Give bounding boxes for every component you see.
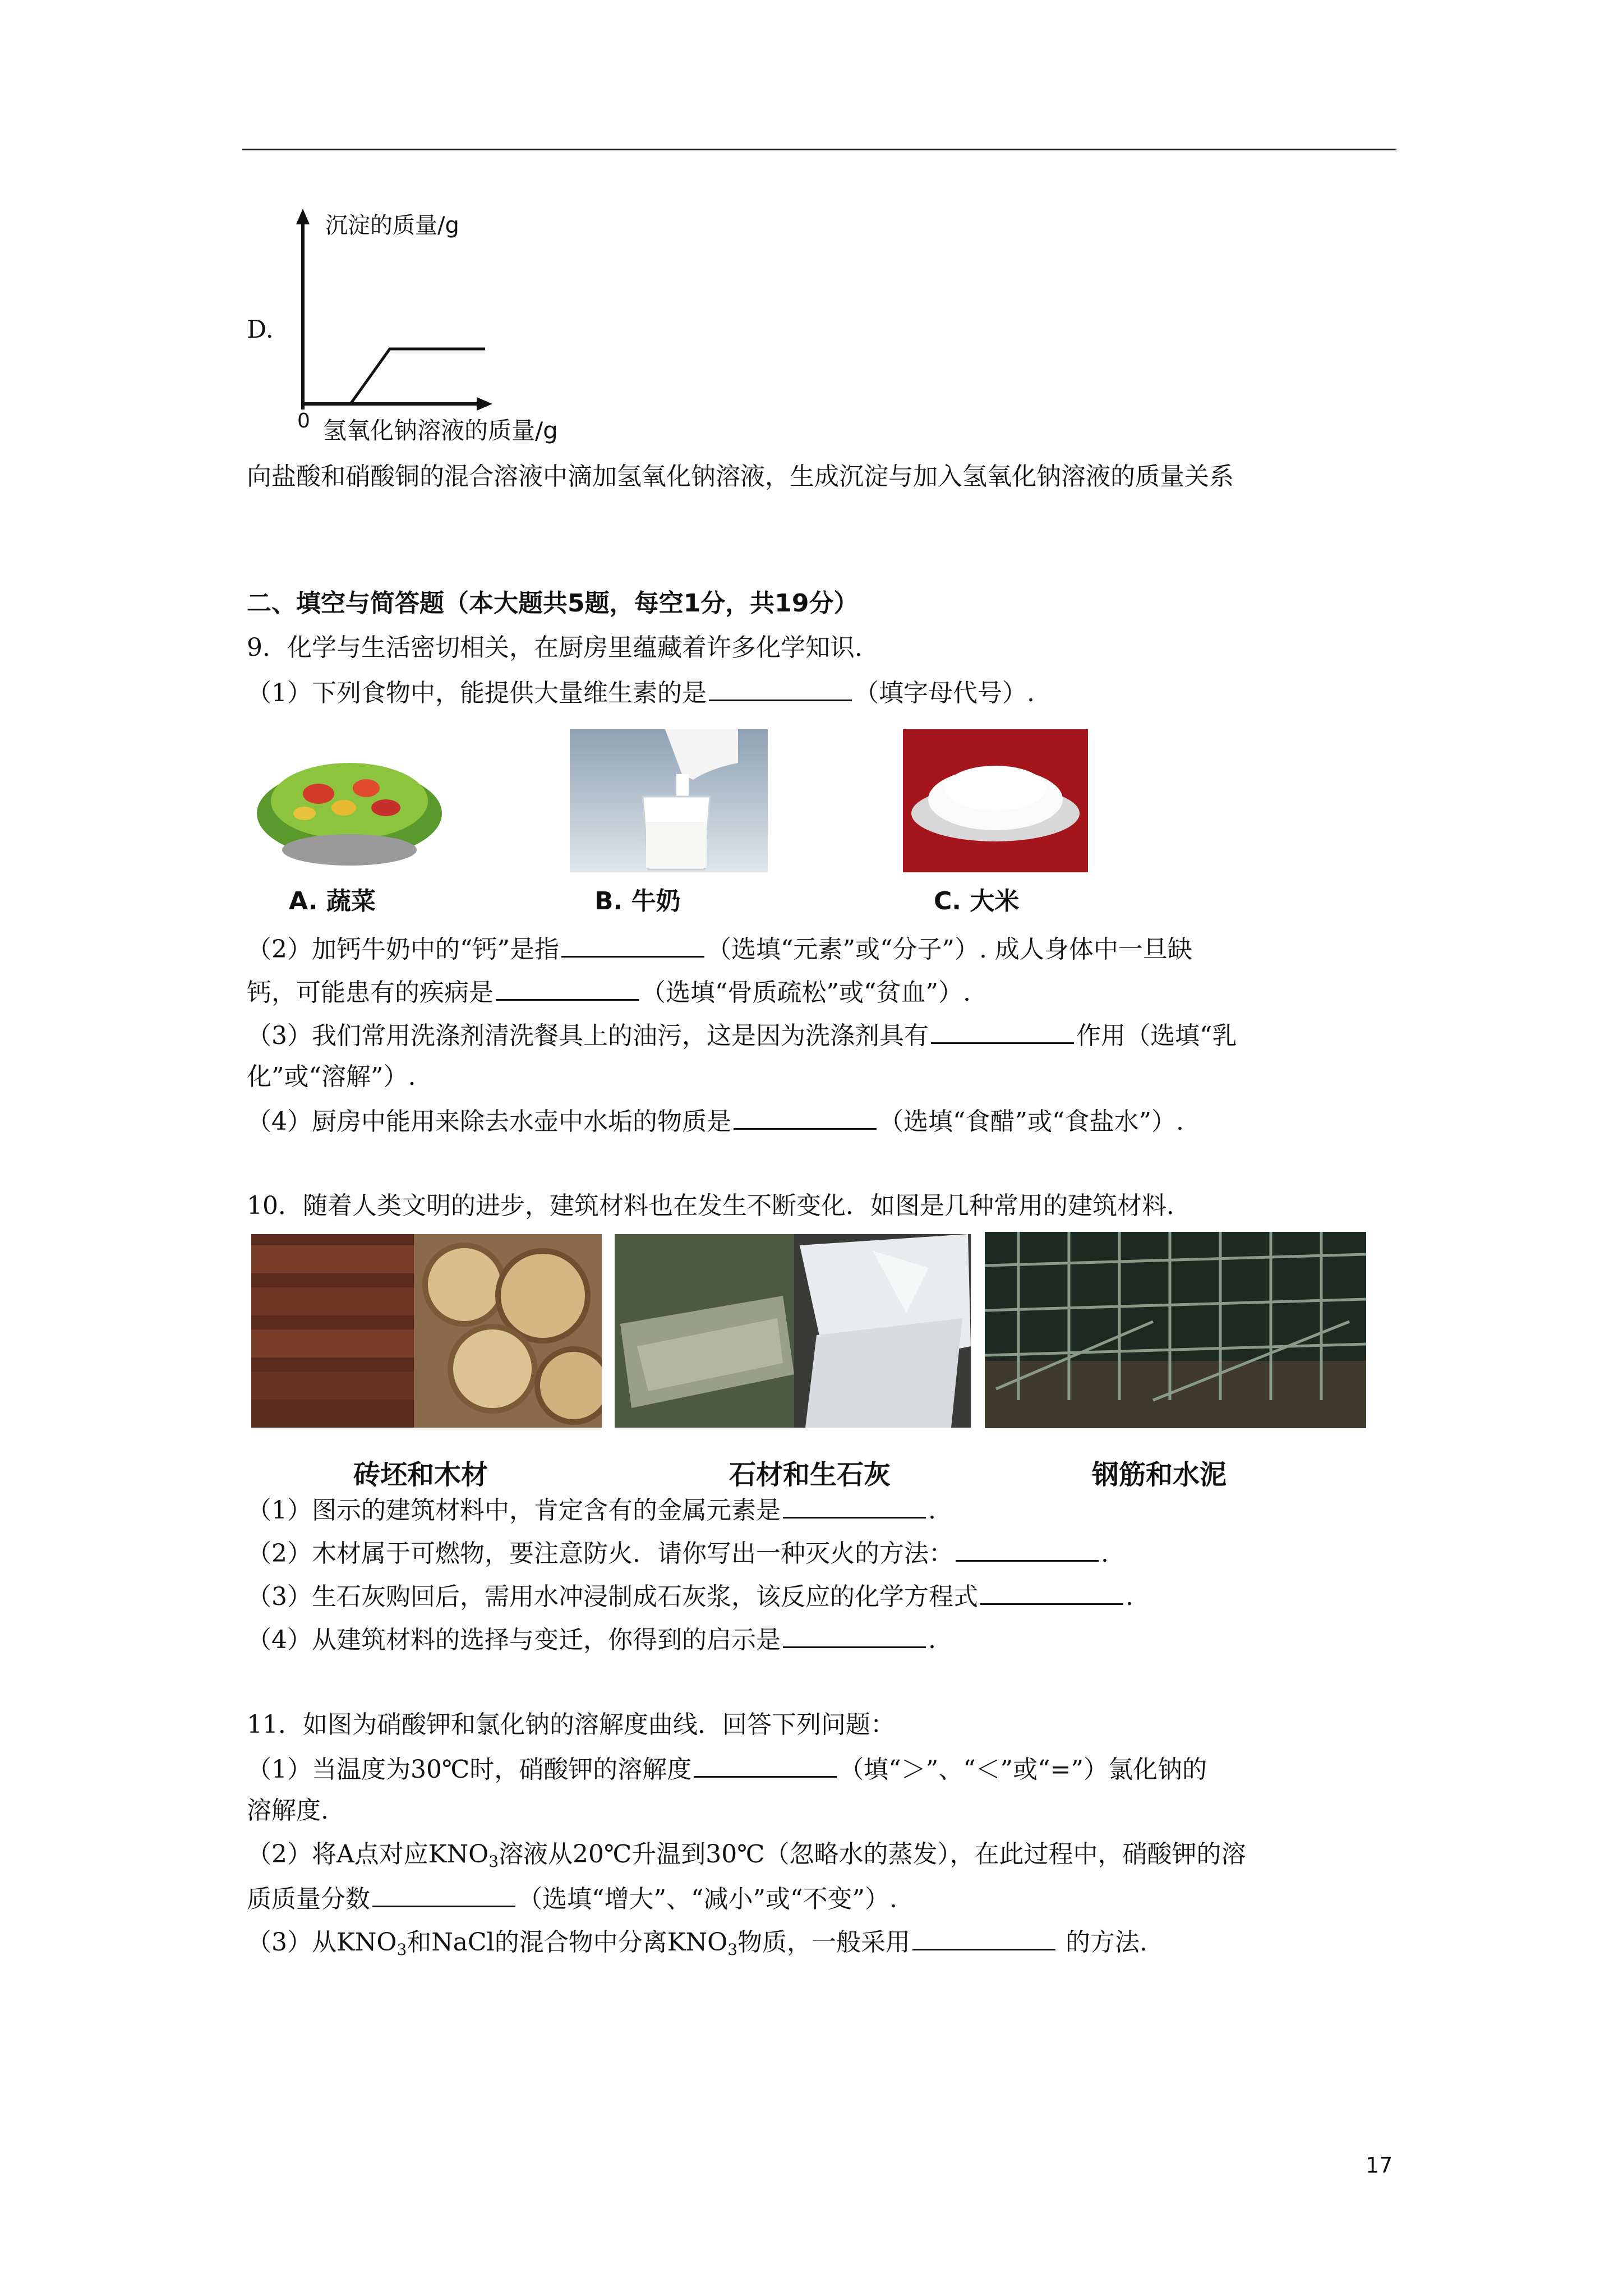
y-axis-arrow (296, 209, 310, 224)
q11-p2-sub: 3 (488, 1852, 499, 1871)
q9-p2-blank1[interactable] (561, 931, 704, 958)
q10-p1-text: （1）图示的建筑材料中，肯定含有的金属元素是 (247, 1496, 781, 1525)
q10-part2 (247, 1535, 1109, 1571)
q10-p4-text: （4）从建筑材料的选择与变迁，你得到的启示是 (247, 1626, 781, 1654)
header-rule (242, 149, 1396, 150)
q10-stem: 10．随着人类文明的进步，建筑材料也在发生不断变化．如图是几种常用的建筑材料． (247, 1191, 1191, 1220)
q10-p2-blank[interactable] (956, 1535, 1099, 1562)
x-axis-label: 氢氧化钠溶液的质量/g (323, 417, 558, 444)
material-caption-2: 石材和生石灰 (729, 1459, 891, 1490)
q11-p2-text-a: （2）将A点对应KNO (247, 1840, 489, 1869)
section-title: 二、填空与简答题（本大题共5题，每空1分，共19分） (247, 589, 859, 618)
q11-p1-tail: （填“＞”、“＜”或“=”）氯化钠的 (839, 1755, 1207, 1784)
q9-p3-text: （3）我们常用洗涤剂清洗餐具上的油污，这是因为洗涤剂具有 (247, 1022, 929, 1050)
q9-p4-tail: （选填“食醋”或“食盐水”）. (879, 1107, 1184, 1136)
q9-part2-line2 (247, 974, 971, 1010)
q11-p2-text2: 质质量分数 (247, 1885, 370, 1913)
material-caption-3: 钢筋和水泥 (1092, 1459, 1227, 1490)
vegetable-salad-image (251, 729, 448, 872)
q9-p3-blank[interactable] (931, 1018, 1074, 1044)
q11-p2-tail: （选填“增大”、“减小”或“不变”）. (518, 1885, 897, 1913)
q10-p3-tail: . (1126, 1582, 1133, 1611)
q10-p1-blank[interactable] (783, 1492, 926, 1519)
x-axis-arrow (477, 397, 492, 411)
q9-p3-tail: 作用（选填“乳 (1076, 1022, 1237, 1050)
q10-p2-tail: . (1101, 1539, 1109, 1568)
option-d-label: D. (247, 315, 274, 344)
milk-image (570, 729, 768, 872)
q11-p3-tail: 的方法. (1058, 1928, 1147, 1957)
q11-p3-text-a: （3）从KNO (247, 1928, 397, 1957)
q11-part1-line2: 溶解度. (247, 1796, 329, 1825)
q11-p3-text-c: 物质，一般采用 (737, 1928, 911, 1957)
material-caption-1: 砖坯和木材 (353, 1459, 488, 1490)
q9-part3-line1 (247, 1018, 1237, 1053)
q9-part2-line1 (247, 931, 1192, 967)
graph-caption: 向盐酸和硝酸铜的混合溶液中滴加氢氧化钠溶液，生成沉淀与加入氢氧化钠溶液的质量关系 (247, 462, 1234, 491)
q11-p3-blank[interactable] (912, 1924, 1055, 1950)
q9-p2-text: （2）加钙牛奶中的“钙”是指 (247, 935, 559, 964)
food-caption-a: A. 蔬菜 (289, 887, 376, 915)
food-caption-c: C. 大米 (934, 887, 1020, 915)
y-axis-label: 沉淀的质量/g (325, 213, 459, 238)
q9-p2-tail2: （选填“骨质疏松”或“贫血”）. (641, 978, 971, 1007)
q10-part3 (247, 1579, 1133, 1614)
q11-part3 (247, 1924, 1147, 1967)
q11-stem: 11．如图为硝酸钾和氯化钠的溶解度曲线．回答下列问题： (247, 1710, 895, 1739)
q9-p2-text2: 钙，可能患有的疾病是 (247, 978, 494, 1007)
q11-p3-sub1: 3 (396, 1940, 407, 1959)
food-caption-b: B. 牛奶 (594, 887, 681, 915)
q9-p2-blank2[interactable] (496, 974, 639, 1001)
q10-p4-tail: . (928, 1626, 936, 1654)
precipitate-curve (351, 349, 485, 404)
q10-p3-blank[interactable] (980, 1579, 1123, 1605)
q9-part4 (247, 1103, 1184, 1139)
q10-part1 (247, 1492, 936, 1527)
q10-p4-blank[interactable] (783, 1622, 926, 1648)
q9-part3-line2: 化”或“溶解”）. (247, 1062, 416, 1091)
q9-p4-blank[interactable] (734, 1103, 877, 1130)
q10-p1-tail: . (928, 1496, 936, 1525)
q11-p2-text-b: 溶液从20℃升温到30℃（忽略水的蒸发），在此过程中，硝酸钾的溶 (499, 1840, 1246, 1869)
stone-lime-image (615, 1234, 971, 1428)
q9-stem: 9．化学与生活密切相关，在厨房里蕴藏着许多化学知识． (247, 633, 879, 662)
q11-p3-text-b: 和NaCl的混合物中分离KNO (407, 1928, 728, 1957)
rice-image (903, 729, 1088, 872)
q9-p4-text: （4）厨房中能用来除去水壶中水垢的物质是 (247, 1107, 731, 1136)
q10-p3-text: （3）生石灰购回后，需用水冲浸制成石灰浆，该反应的化学方程式 (247, 1582, 978, 1611)
rebar-cement-image (985, 1232, 1366, 1428)
origin-label: 0 (297, 409, 310, 432)
q9-p1-tail: （填字母代号）. (854, 679, 1035, 707)
q10-p2-text: （2）木材属于可燃物，要注意防火．请你写出一种灭火的方法： (247, 1539, 953, 1568)
q10-part4 (247, 1622, 936, 1657)
q11-part2-line1 (247, 1838, 1246, 1879)
q11-p3-sub2: 3 (727, 1940, 738, 1959)
q9-part1 (247, 675, 1035, 710)
q11-p2-blank[interactable] (372, 1881, 515, 1907)
bricks-wood-image (251, 1234, 602, 1428)
q9-p2-tail: （选填“元素”或“分子”）. 成人身体中一旦缺 (706, 935, 1192, 964)
q11-part2-line2 (247, 1881, 897, 1916)
q11-p1-text: （1）当温度为30℃时，硝酸钾的溶解度 (247, 1755, 692, 1784)
q9-p1-blank[interactable] (709, 675, 852, 701)
q9-p1-text: （1）下列食物中，能提供大量维生素的是 (247, 679, 707, 707)
q11-part1-line1 (247, 1751, 1207, 1787)
page-number: 17 (1366, 2153, 1393, 2178)
q11-p1-blank[interactable] (694, 1751, 837, 1778)
